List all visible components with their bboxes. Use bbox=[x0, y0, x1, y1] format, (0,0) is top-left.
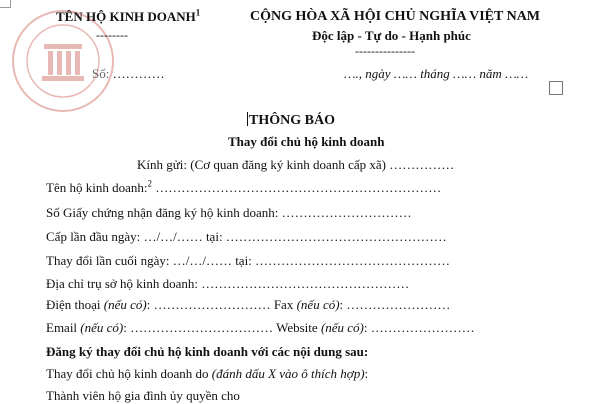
email-website-line: Email (nếu có): …………………………… Website (nếu có): …………………… bbox=[46, 320, 475, 335]
text-cursor bbox=[247, 112, 248, 126]
changed-last-line: Thay đổi lần cuối ngày: …/…/…… tại: ……………………………………… bbox=[46, 253, 451, 268]
document-heading: THÔNG BÁO bbox=[249, 113, 335, 128]
date-line: …., ngày …… tháng …… năm …… bbox=[344, 66, 529, 81]
national-motto: Độc lập - Tự do - Hạnh phúc bbox=[312, 28, 471, 43]
change-reason-line: Thay đổi chủ hộ kinh doanh do (đánh dấu X vào ô thích hợp): bbox=[46, 366, 369, 381]
number-label: Số: bbox=[92, 66, 110, 81]
number-dots: ………… bbox=[112, 66, 165, 81]
right-header-dashes: --------------- bbox=[355, 44, 415, 58]
business-name-title: TÊN HỘ KINH DOANH$^1$ bbox=[56, 7, 201, 24]
issued-first-line: Cấp lần đầu ngày: …/…/…… tại: …………………………………………… bbox=[46, 229, 447, 244]
number-field bbox=[92, 66, 165, 82]
document-subheading: Thay đổi chủ hộ kinh doanh bbox=[228, 134, 385, 149]
address-line: Địa chỉ trụ sở hộ kinh doanh: ………………………………………… bbox=[46, 276, 410, 291]
business-name-line: Tên hộ kinh doanh:$^2$ ………………………………………………………… bbox=[46, 178, 442, 195]
option-delegate-line: Thành viên hộ gia đình ủy quyền cho bbox=[46, 388, 240, 403]
certificate-line: Số Giấy chứng nhận đăng ký hộ kinh doanh: ………………………… bbox=[46, 205, 412, 220]
recipient-line: Kính gửi: (Cơ quan đăng ký kinh doanh cấp xã) …………… bbox=[137, 157, 455, 172]
national-title: CỘNG HÒA XÃ HỘI CHỦ NGHĨA VIỆT NAM bbox=[250, 9, 541, 24]
register-change-heading: Đăng ký thay đổi chủ hộ kinh doanh với các nội dung sau: bbox=[46, 344, 369, 359]
left-header-dashes: -------- bbox=[96, 28, 128, 42]
corner-checkbox[interactable] bbox=[549, 81, 563, 95]
phone-fax-line: Điện thoại (nếu có): ……………………… Fax (nếu có): …………………… bbox=[46, 297, 451, 312]
